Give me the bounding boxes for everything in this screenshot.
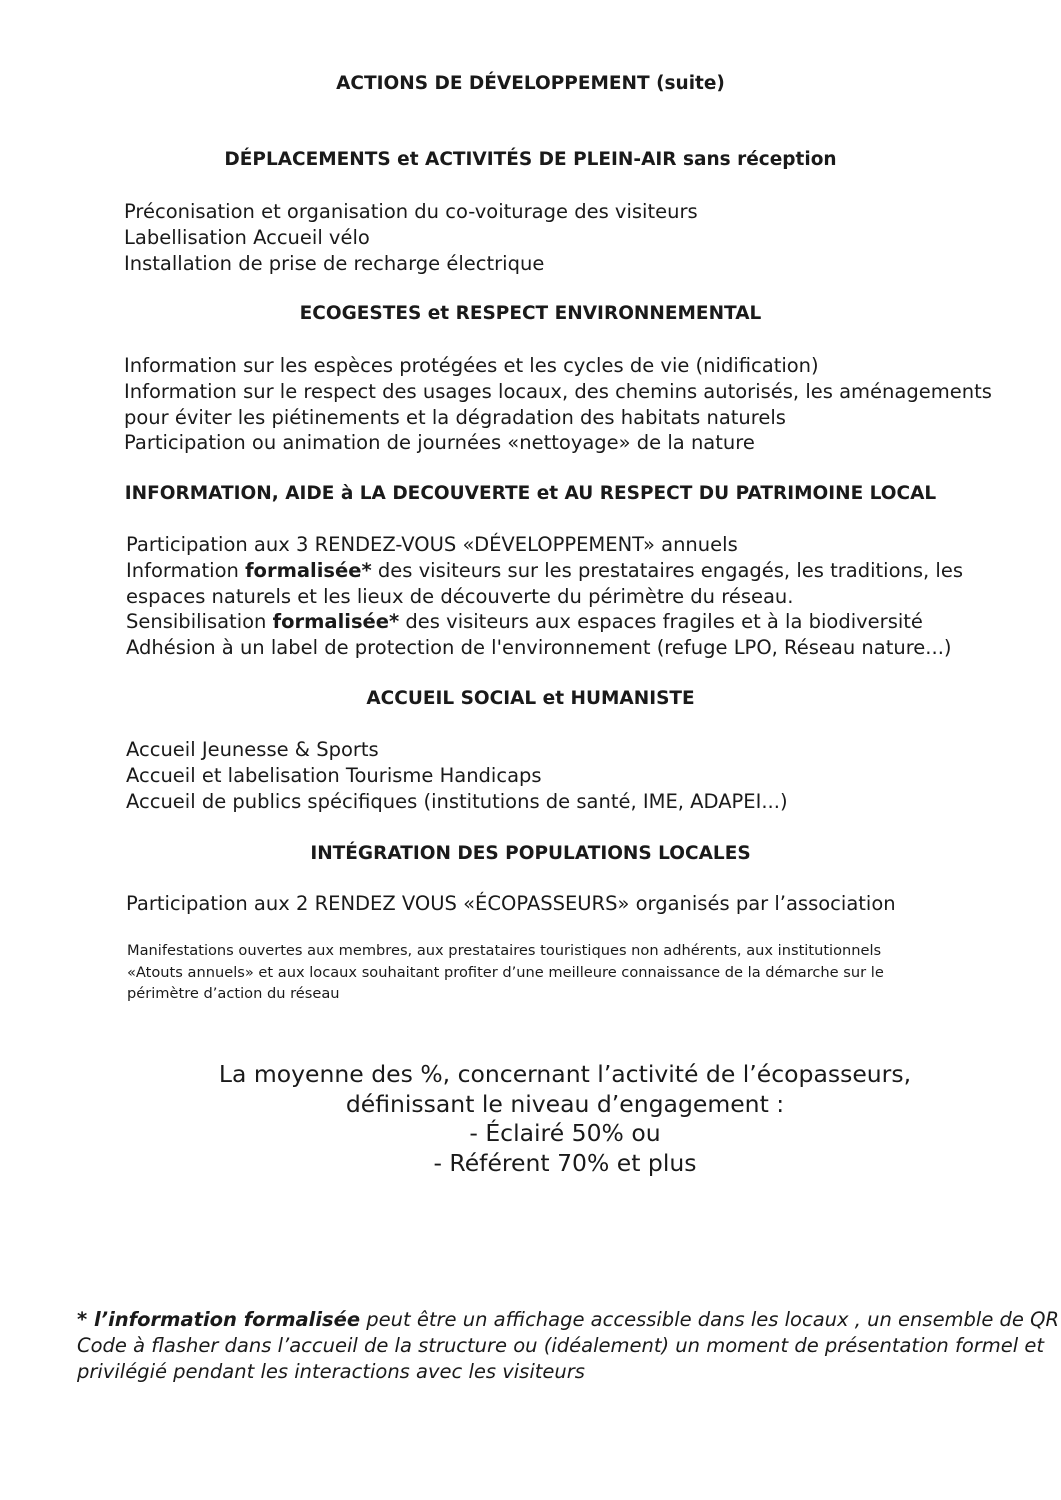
average-line: - Référent 70% et plus <box>433 1149 697 1178</box>
list-item: Information formalisée* des visiteurs sur les prestataires engagés, les traditions, les <box>126 558 963 582</box>
note-line: Manifestations ouvertes aux membres, aux prestataires touristiques non adhérents, aux institutionnels <box>127 942 882 959</box>
footnote-line: privilégié pendant les interactions avec les visiteurs <box>77 1360 585 1383</box>
engagement-average <box>100 1060 1030 1179</box>
list-item: Information sur les espèces protégées et les cycles de vie (nidification) <box>124 354 819 377</box>
section-list-deplacements <box>124 199 698 276</box>
section-list-information <box>126 532 963 661</box>
section-heading-integration: INTÉGRATION DES POPULATIONS LOCALES <box>310 843 751 864</box>
list-item: Participation ou animation de journées «nettoyage» de la nature <box>124 431 755 455</box>
list-item: Participation aux 3 RENDEZ-VOUS «DÉVELOPPEMENT» annuels <box>126 533 738 556</box>
list-item: Information sur le respect des usages locaux, des chemins autorisés, les aménagements <box>124 379 992 403</box>
footnote <box>77 1307 1059 1385</box>
average-line: La moyenne des %, concernant l’activité de l’écopasseurs, <box>218 1060 912 1088</box>
list-item: Préconisation et organisation du co-voiturage des visiteurs <box>124 200 698 223</box>
list-item: Sensibilisation formalisée* des visiteurs aux espaces fragiles et à la biodiversité <box>126 610 923 634</box>
note-line: «Atouts annuels» et aux locaux souhaitant profiter d’une meilleure connaissance de la démarche sur le <box>127 963 884 981</box>
page-title: ACTIONS DE DÉVELOPPEMENT (suite) <box>336 73 725 94</box>
formalisee-emphasis: formalisée* <box>245 558 372 582</box>
list-item: Accueil et labelisation Tourisme Handicaps <box>126 763 542 787</box>
average-line: définissant le niveau d’engagement : <box>345 1089 785 1118</box>
section-heading-information: INFORMATION, AIDE à LA DECOUVERTE et AU RESPECT DU PATRIMOINE LOCAL <box>124 483 937 504</box>
list-item: Accueil de publics spécifiques (institutions de santé, IME, ADAPEI...) <box>126 789 788 813</box>
formalisee-emphasis: formalisée* <box>272 610 400 634</box>
list-item: Adhésion à un label de protection de l'environnement (refuge LPO, Réseau nature...) <box>126 636 952 660</box>
list-item: pour éviter les piétinements et la dégradation des habitats naturels <box>124 405 786 429</box>
footnote-line: * l’information formalisée peut être un affichage accessible dans les locaux , un ensemble de QR <box>77 1308 1060 1331</box>
section-heading-deplacements: DÉPLACEMENTS et ACTIVITÉS DE PLEIN-AIR sans réception <box>224 149 837 170</box>
section-list-integration <box>126 891 896 917</box>
list-item: espaces naturels et les lieux de découverte du périmètre du réseau. <box>126 584 794 608</box>
section-heading-ecogestes: ECOGESTES et RESPECT ENVIRONNEMENTAL <box>299 303 762 324</box>
integration-note <box>127 940 884 1005</box>
average-line: - Éclairé 50% ou <box>469 1119 661 1148</box>
section-list-accueil-social <box>126 737 788 814</box>
footnote-line: Code à flasher dans l’accueil de la structure ou (idéalement) un moment de présentation formel et <box>77 1334 1045 1357</box>
list-item: Labellisation Accueil vélo <box>124 225 370 249</box>
list-item: Accueil Jeunesse & Sports <box>126 738 379 761</box>
note-line: périmètre d’action du réseau <box>127 985 340 1003</box>
list-item: Installation de prise de recharge électrique <box>124 251 545 275</box>
section-heading-accueil-social: ACCUEIL SOCIAL et HUMANISTE <box>366 688 695 709</box>
footnote-emphasis: * l’information formalisée <box>77 1308 361 1331</box>
list-item: Participation aux 2 RENDEZ VOUS «ÉCOPASSEURS» organisés par l’association <box>126 892 896 915</box>
section-list-ecogestes <box>124 353 992 456</box>
